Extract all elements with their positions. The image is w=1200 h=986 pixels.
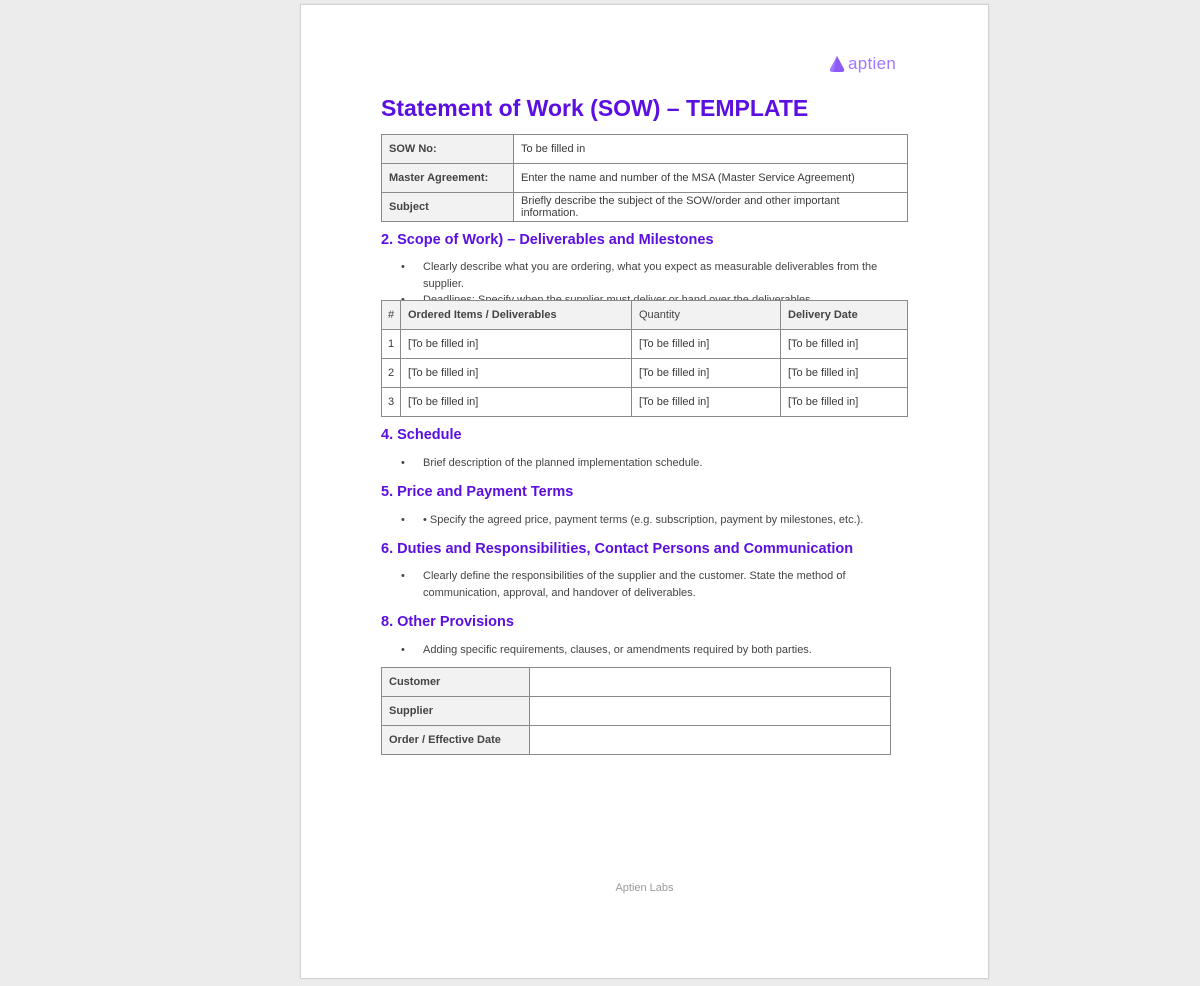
aptien-logo-icon [829,55,845,73]
row-number: 1 [382,330,401,359]
col-header-delivery-date: Delivery Date [781,301,908,330]
schedule-bullets [381,455,908,472]
delivery-date-cell[interactable]: [To be filled in] [781,359,908,388]
subject-label: Subject [382,193,514,222]
duties-heading: 6. Duties and Responsibilities, Contact Persons and Communication [381,541,854,557]
deliverables-table [381,300,908,417]
page-footer: Aptien Labs [615,882,674,894]
deliverable-cell[interactable]: [To be filled in] [401,388,632,417]
col-header-number: # [382,301,401,330]
logo-text: aptien [848,54,897,73]
sow-info-table [381,134,908,222]
page-title: Statement of Work (SOW) – TEMPLATE [381,95,809,121]
list-item: • Adding specific requirements, clauses, or amendments required by both parties. [381,642,908,659]
deliverable-cell[interactable]: [To be filled in] [401,359,632,388]
table-row [382,359,908,388]
price-heading: 5. Price and Payment Terms [381,484,574,500]
deliverable-cell[interactable]: [To be filled in] [401,330,632,359]
schedule-heading: 4. Schedule [381,427,462,443]
subject-value[interactable]: Briefly describe the subject of the SOW/order and other important information. [514,193,908,222]
row-number: 2 [382,359,401,388]
aptien-logo [829,54,896,74]
list-item: • Clearly define the responsibilities of the supplier and the customer. State the method of communication, approval, and handover of deliverables. [381,568,851,601]
sow-no-label: SOW No: [382,135,514,164]
delivery-date-cell[interactable]: [To be filled in] [781,388,908,417]
table-row [382,135,908,164]
table-row [382,726,891,755]
table-header-row [382,301,908,330]
quantity-cell[interactable]: [To be filled in] [632,388,781,417]
duties-bullets [381,568,851,601]
effective-date-value[interactable] [530,726,891,755]
table-row [382,164,908,193]
quantity-cell[interactable]: [To be filled in] [632,330,781,359]
sow-no-value[interactable]: To be filled in [514,135,908,164]
signature-table [381,667,891,755]
table-row [382,193,908,222]
other-provisions-bullets [381,642,908,659]
row-number: 3 [382,388,401,417]
table-row [382,668,891,697]
list-item: • Clearly describe what you are ordering, what you expect as measurable deliverables from the supplier. [381,259,908,292]
supplier-value[interactable] [530,697,891,726]
table-row [382,330,908,359]
col-header-items: Ordered Items / Deliverables [401,301,632,330]
table-row [382,388,908,417]
customer-label: Customer [382,668,530,697]
table-row [382,697,891,726]
list-item: • • Specify the agreed price, payment terms (e.g. subscription, payment by milestones, etc.). [381,512,908,529]
col-header-quantity: Quantity [632,301,781,330]
other-provisions-heading: 8. Other Provisions [381,614,514,630]
list-item: • Brief description of the planned implementation schedule. [381,455,908,472]
master-agreement-label: Master Agreement: [382,164,514,193]
quantity-cell[interactable]: [To be filled in] [632,359,781,388]
delivery-date-cell[interactable]: [To be filled in] [781,330,908,359]
scope-heading: 2. Scope of Work) – Deliverables and Milestones [381,232,714,248]
supplier-label: Supplier [382,697,530,726]
customer-value[interactable] [530,668,891,697]
master-agreement-value[interactable]: Enter the name and number of the MSA (Master Service Agreement) [514,164,908,193]
price-bullets [381,512,908,529]
effective-date-label: Order / Effective Date [382,726,530,755]
